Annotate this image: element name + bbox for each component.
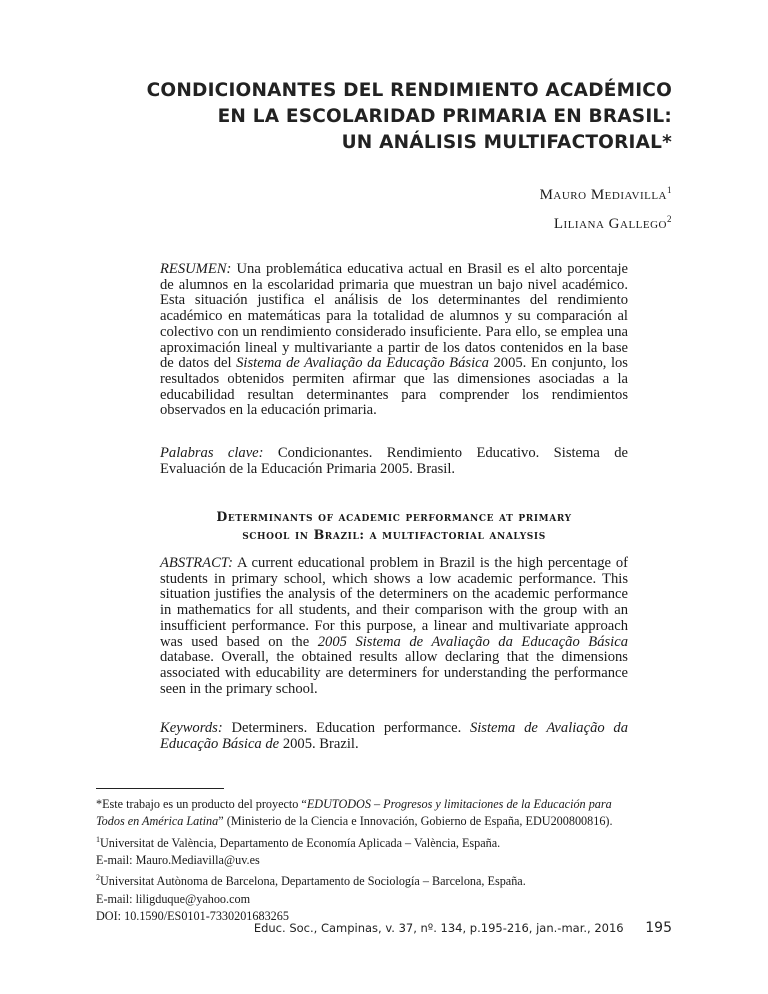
footnote-email-1: E-mail: Mauro.Mediavilla@uv.es [96,852,260,867]
journal-citation: Educ. Soc., Campinas, v. 37, nº. 134, p.195-216, jan.-mar., 2016 [253,921,624,935]
title-line-2: EN LA ESCOLARIDAD PRIMARIA EN BRASIL: [217,106,672,127]
doi: DOI: 10.1590/ES0101-7330201683265 [96,908,289,923]
palabras-clave [160,446,628,477]
resumen-text-italic: Sistema de Avaliação da Educação Básica [236,355,489,372]
author-2 [540,207,672,236]
title-line-1: CONDICIONANTES DEL RENDIMIENTO ACADÉMICO [146,80,672,101]
footnote-1-text: Universitat de València, Departamento de Economía Aplicada – València, España. [100,835,501,850]
author-1 [540,178,672,207]
abstract-label: ABSTRACT: [160,555,233,571]
page-number: 195 [645,920,672,936]
english-title [160,508,628,544]
resumen-text-b: 2005. En conjunto, los resultados obtenidos permiten afirmar que las dimensiones asociadas a la educabilidad resultan determinantes para comprender los rendimientos observados en la educación primaria. [160,355,628,419]
resumen-paragraph [160,262,628,419]
footnote-project-line-1 [96,796,706,813]
footnote-project-suffix: ” (Ministerio de la Ciencia e Innovación, Gobierno de España, EDU200800816). [218,814,613,829]
resumen-label: RESUMEN: [160,261,232,277]
footnote-2-mark: 2 [96,873,100,883]
footnote-2-text: Universitat Autònoma de Barcelona, Departamento de Sociología – Barcelona, España. [100,874,526,889]
footnote-1-mark: 1 [96,834,100,844]
footnote-project-prefix: *Este trabajo es un producto del proyecto “ [96,797,307,811]
title-line-3: UN ANÁLISIS MULTIFACTORIAL* [341,132,672,153]
author-1-name: Mauro Mediavilla [539,187,667,203]
footnote-project-line-2 [96,813,706,830]
palabras-label: Palabras clave: [160,445,264,461]
keywords-text-a: Determiners. Education performance. [231,720,462,736]
english-title-line-2: school in Brazil: a multifactorial analysis [242,527,546,542]
keywords [160,721,628,752]
keywords-label: Keywords: [160,720,223,736]
keywords-text-italic: Sistema de Avaliação da Educação Básica de [160,720,628,752]
footnote-project-italic-1: EDUTODOS – Progresos y limitaciones de la Educación para [306,797,612,811]
article-title [92,78,672,156]
abstract-text-italic: 2005 Sistema de Avaliação da Educação Básica [317,633,628,650]
english-title-line-1: Determinants of academic performance at primary [216,509,572,524]
authors [540,178,672,236]
author-1-mark: 1 [667,185,672,195]
footnote-rule [96,788,224,789]
abstract-paragraph [160,556,628,697]
author-2-mark: 2 [667,214,672,224]
footnotes [96,796,706,925]
page-footer [254,920,672,936]
footnote-affiliation-1 [96,831,706,852]
resumen-text-a: Una problemática educativa actual en Brasil es el alto porcentaje de alumnos en la escolaridad primaria que muestran un bajo nivel académico. Esta situación justifica el análisis de los determinantes del rendimiento académico en matemáticas para la totalidad de alumnos y su comparación al colectivo con un rendimiento considerado insuficiente. Para ello, se emplea una aproximación lineal y multivariante a partir de los datos contenidos en la base de datos del [160,261,628,372]
footnote-email-2: E-mail: liligduque@yahoo.com [96,891,251,906]
footnote-project-italic-2: Todos en América Latina [96,814,219,829]
author-2-name: Liliana Gallego [553,216,667,232]
footnote-affiliation-2 [96,869,706,890]
abstract-text-a: A current educational problem in Brazil is the high percentage of students in primary school, which shows a low academic performance. This situation justifies the analysis of the determiners on the academic performance in mathematics for all students, and their comparison with the group with an insufficient performance. For this purpose, a linear and multivariate approach was used based on the [160,555,628,650]
palabras-text: Condicionantes. Rendimiento Educativo. Sistema de Evaluación de la Educación Primaria 2005. Brasil. [160,445,628,477]
abstract-text-b: database. Overall, the obtained results allow declaring that the dimensions associated with educability are determiners for understanding the performance seen in the primary school. [160,649,628,697]
keywords-text-b: 2005. Brazil. [282,735,359,752]
